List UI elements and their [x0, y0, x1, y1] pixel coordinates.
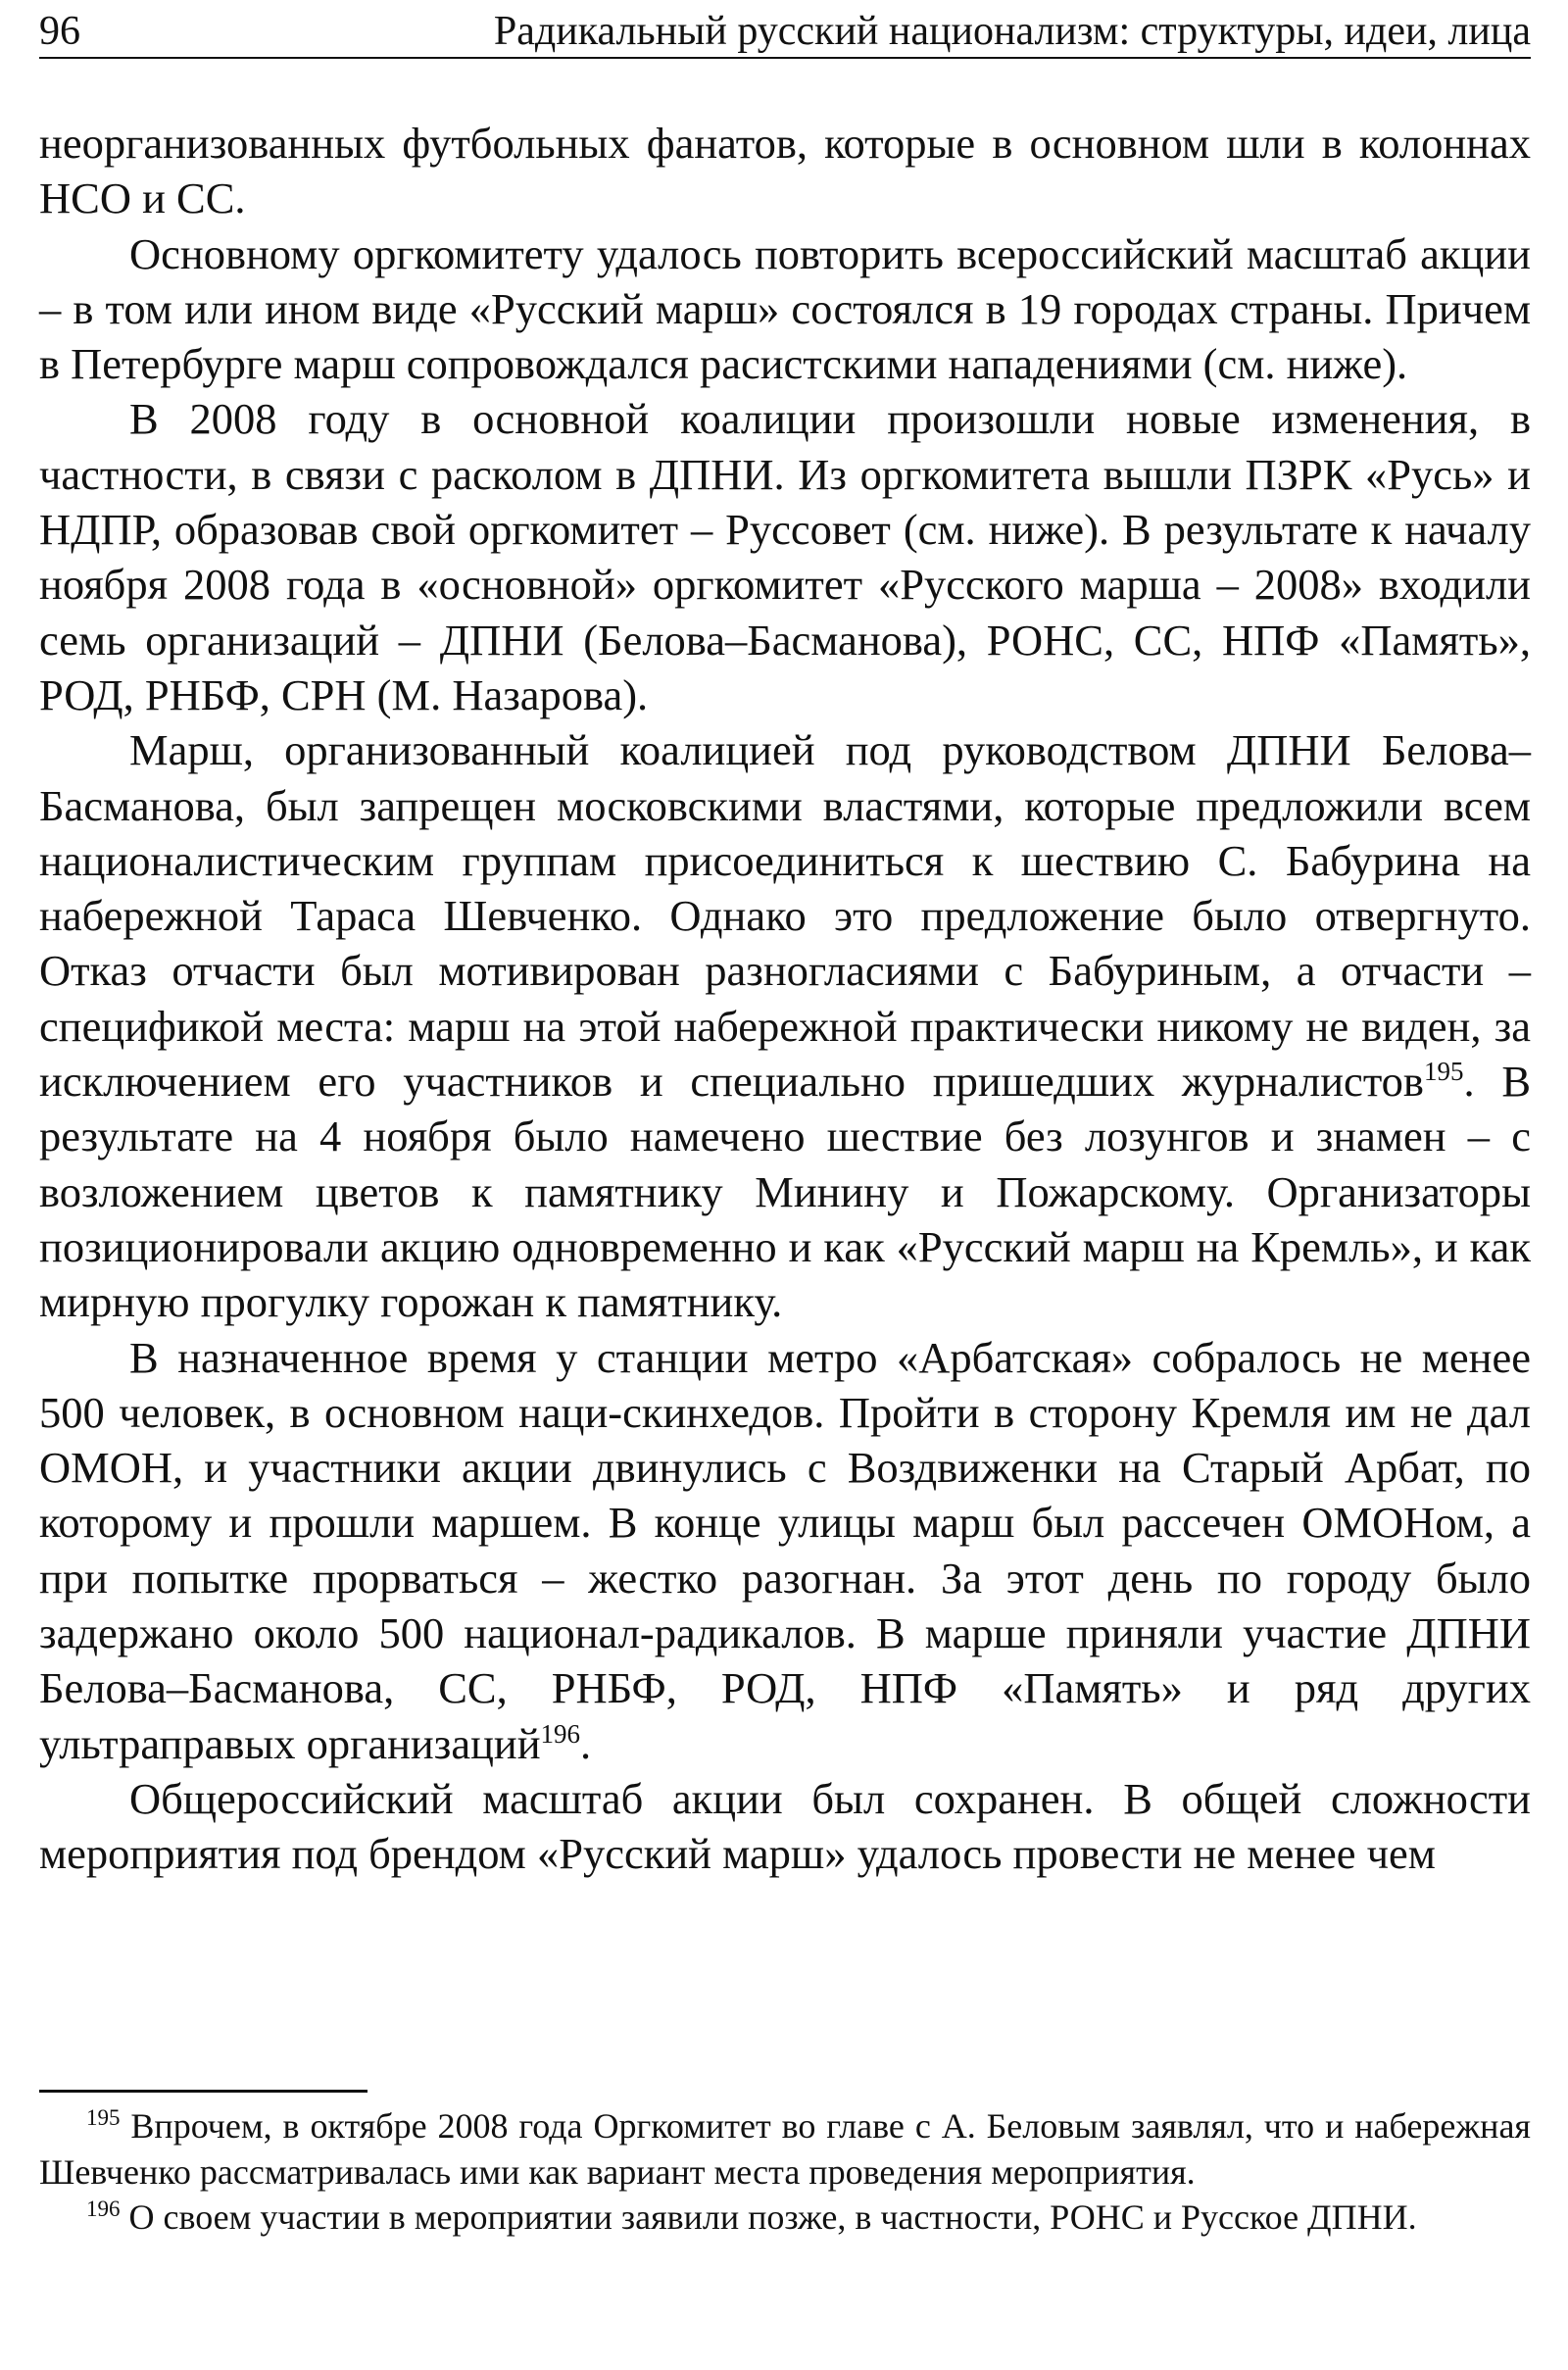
paragraph-5: [39, 1330, 1531, 1771]
footnote-ref-195[interactable]: 195: [1423, 1057, 1464, 1087]
paragraph-3: В 2008 году в основной коалиции произошли новые изменения, в частности, в связи с расколом в ДПНИ. Из оргкомитета вышли ПЗРК «Русь» и НДПР, образовав свой оргкомитет – Руссовет (см. ниже). В результате к началу ноября 2008 года в «основной» оргкомитет «Русского марша – 2008» входили семь организаций – ДПНИ (Белова–Басманова), РОНС, СС, НПФ «Память», РОД, РНБФ, СРН (М. Назарова).: [39, 394, 1531, 719]
footnote-number: 196: [86, 2197, 121, 2221]
paragraph-5-text-a: В назначенное время у станции метро «Арбатская» собралось не менее 500 человек, в основном наци-скинхедов. Пройти в сторону Кремля им не дал ОМОН, и участники акции двинулись с Воздвиженки на Старый Арбат, по которому и прошли маршем. В конце улицы марш был рассечен ОМОНом, а при попытке прорваться – жестко разогнан. За этот день по городу было задержано около 500 национал-радикалов. В марше приняли участие ДПНИ Белова–Басманова, СС, РНБФ, РОД, НПФ «Память» и ряд других ультраправых организаций: [39, 1332, 1531, 1768]
footnotes: [39, 2103, 1531, 2241]
book-page: [39, 0, 1531, 2370]
paragraph-4: [39, 722, 1531, 1329]
paragraph-5-text-b: .: [580, 1718, 592, 1768]
paragraph-4-text-b: . В результате на 4 ноября было намечено шествие без лозунгов и знамен – с возложением цветов к памятнику Минину и Пожарскому. Организаторы позиционировали акцию одновременно и как «Русский марш на Кремль», и как мирную прогулку горожан к памятнику.: [39, 1057, 1531, 1327]
main-text: [39, 116, 1531, 1882]
running-title: Радикальный русский национализм: структуры, идеи, лица: [493, 9, 1531, 54]
paragraph-4-text-a: Марш, организованный коалицией под руководством ДПНИ Белова–Басманова, был запрещен московскими властями, которые предложили всем националистическим группам присоединиться к шествию С. Бабурина на набережной Тараса Шевченко. Однако это предложение было отвергнуто. Отказ отчасти был мотивирован разногласиями с Бабуриным, а отчасти – спецификой места: марш на этой набережной практически никому не виден, за исключением его участников и специально пришедших журналистов: [39, 725, 1531, 1107]
paragraph-6: Общероссийский масштаб акции был сохранен. В общей сложности мероприятия под брендом «Русский марш» удалось провести не менее чем: [39, 1773, 1531, 1879]
footnote-196: [39, 2195, 1531, 2241]
footnote-195: [39, 2103, 1531, 2195]
paragraph-2: Основному оргкомитету удалось повторить всероссийский масштаб акции – в том или ином виде «Русский марш» состоялся в 19 городах страны. Причем в Петербурге марш сопровождался расистскими нападениями (см. ниже).: [39, 228, 1531, 389]
page-number: 96: [39, 9, 80, 54]
paragraph-1: неорганизованных футбольных фанатов, которые в основном шли в колоннах НСО и СС.: [39, 119, 1531, 223]
footnote-text: Впрочем, в октябре 2008 года Оргкомитет во главе с А. Беловым заявлял, что и набережная Шевченко рассматривалась ими как вариант места проведения мероприятия.: [39, 2106, 1531, 2192]
footnote-text: О своем участии в мероприятии заявили позже, в частности, РОНС и Русское ДПНИ.: [120, 2197, 1417, 2237]
footnote-number: 195: [86, 2105, 121, 2130]
running-header: [39, 6, 1531, 59]
footnote-divider: [39, 2090, 368, 2093]
footnote-ref-196[interactable]: 196: [540, 1718, 581, 1749]
